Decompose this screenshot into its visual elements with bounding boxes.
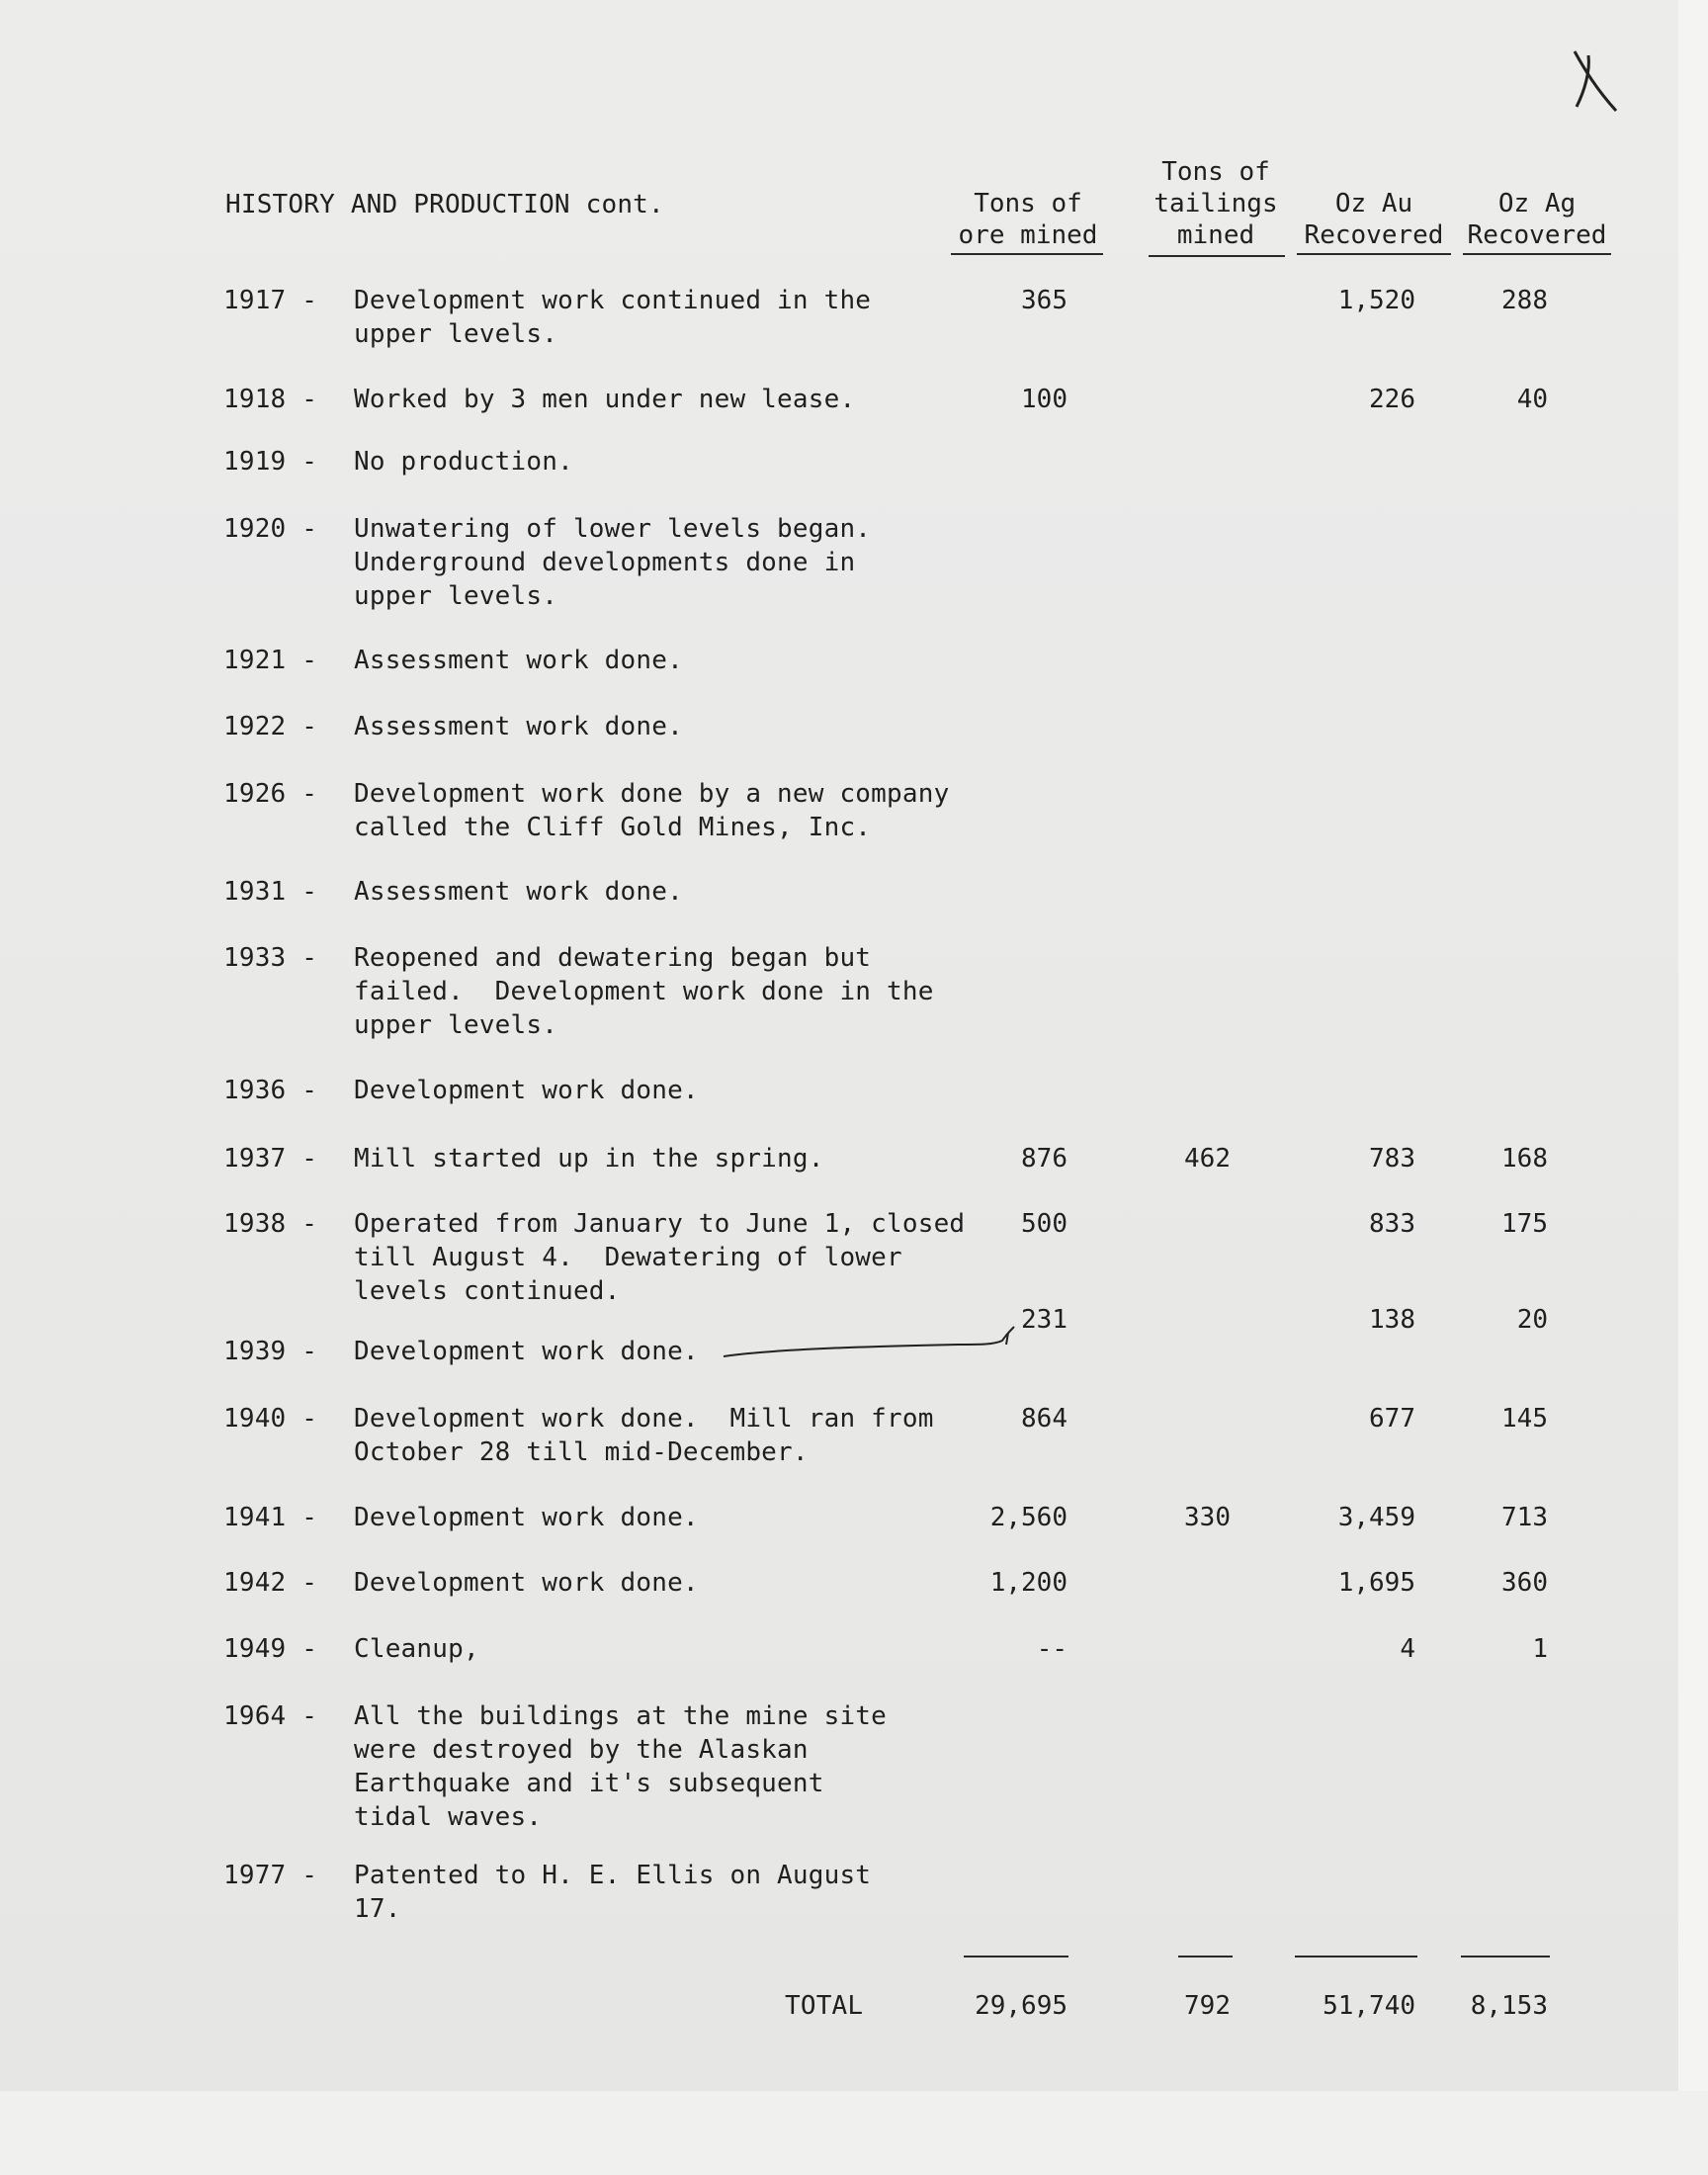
- row-description: Development work done.: [354, 1503, 699, 1532]
- row-ag: 20: [1516, 1305, 1548, 1335]
- row-year: 1941 -: [223, 1503, 318, 1532]
- header-tailings-underline: [1149, 255, 1285, 257]
- row-year: 1922 -: [223, 712, 318, 741]
- header-tailings-line3: mined: [1176, 220, 1255, 250]
- row-au: 1,520: [1337, 286, 1415, 315]
- row-ag: 168: [1501, 1144, 1548, 1174]
- header-au-line3: Recovered: [1304, 220, 1444, 250]
- row-description: Mill started up in the spring.: [354, 1144, 824, 1174]
- row-description: Assessment work done.: [354, 877, 683, 907]
- row-description: Development work done by a new company called the Cliff Gold Mines, Inc.: [354, 779, 950, 842]
- row-ore: 1,200: [989, 1568, 1068, 1598]
- row-year: 1917 -: [223, 286, 318, 315]
- total-au: 51,740: [1323, 1991, 1415, 2021]
- header-ore-underline: [951, 253, 1103, 255]
- row-au: 3,459: [1337, 1503, 1415, 1532]
- row-au: 783: [1369, 1144, 1415, 1174]
- row-year: 1942 -: [223, 1568, 318, 1598]
- row-description: Development work done. Mill ran from October 28 till mid-December.: [354, 1404, 934, 1467]
- row-ore: 231: [1021, 1305, 1068, 1335]
- row-ore: 864: [1021, 1404, 1068, 1434]
- row-year: 1937 -: [223, 1144, 318, 1174]
- row-au: 1,695: [1337, 1568, 1415, 1598]
- header-ore-line2: Tons of: [974, 189, 1082, 218]
- row-ag: 288: [1501, 286, 1548, 315]
- header-au-line2: Oz Au: [1334, 189, 1413, 218]
- handwritten-leader-line: [722, 1323, 1018, 1362]
- row-au: 833: [1369, 1209, 1415, 1239]
- row-ore: --: [1036, 1634, 1068, 1664]
- scan-edge-bottom: [0, 2091, 1708, 2175]
- row-description: Worked by 3 men under new lease.: [354, 385, 856, 414]
- row-description: Assessment work done.: [354, 646, 683, 675]
- header-ag-line2: Oz Ag: [1497, 189, 1577, 218]
- scan-edge-right: [1678, 0, 1708, 2175]
- row-description: Development work done.: [354, 1337, 699, 1366]
- row-au: 226: [1369, 385, 1415, 414]
- header-tailings-line1: Tons of: [1161, 157, 1270, 187]
- row-year: 1918 -: [223, 385, 318, 414]
- header-au-underline: [1297, 253, 1451, 255]
- row-ag: 360: [1501, 1568, 1548, 1598]
- row-description: Unwatering of lower levels began. Underground developments done in upper levels.: [354, 514, 872, 611]
- row-description: Development work continued in the upper levels.: [354, 286, 872, 349]
- header-ore-line3: ore mined: [958, 220, 1098, 250]
- row-au: 4: [1400, 1634, 1415, 1664]
- row-ag: 145: [1501, 1404, 1548, 1434]
- row-year: 1921 -: [223, 646, 318, 675]
- row-year: 1926 -: [223, 779, 318, 809]
- total-ag: 8,153: [1470, 1991, 1548, 2021]
- row-description: Operated from January to June 1, closed till August 4. Dewatering of lower levels continued.: [354, 1209, 966, 1306]
- header-ag-line3: Recovered: [1467, 220, 1607, 250]
- row-year: 1940 -: [223, 1404, 318, 1434]
- row-year: 1920 -: [223, 514, 318, 544]
- total-rule-ore: [964, 1956, 1068, 1958]
- total-rule-au: [1295, 1956, 1417, 1958]
- row-description: Cleanup,: [354, 1634, 479, 1664]
- header-ag-underline: [1463, 253, 1611, 255]
- row-tailings: 462: [1184, 1144, 1231, 1174]
- row-ag: 713: [1501, 1503, 1548, 1532]
- header-tailings-line2: tailings: [1153, 189, 1278, 218]
- handwritten-x-mark: [1567, 47, 1626, 117]
- row-year: 1936 -: [223, 1076, 318, 1105]
- row-ore: 876: [1021, 1144, 1068, 1174]
- row-description: No production.: [354, 447, 573, 477]
- row-ag: 1: [1532, 1634, 1548, 1664]
- row-ore: 500: [1021, 1209, 1068, 1239]
- row-year: 1939 -: [223, 1337, 318, 1366]
- row-year: 1933 -: [223, 943, 318, 973]
- section-title: HISTORY AND PRODUCTION cont.: [225, 190, 664, 219]
- row-year: 1949 -: [223, 1634, 318, 1664]
- total-ore: 29,695: [975, 1991, 1068, 2021]
- total-rule-ag: [1461, 1956, 1550, 1958]
- total-tailings: 792: [1184, 1991, 1231, 2021]
- row-description: Patented to H. E. Ellis on August 17.: [354, 1861, 872, 1924]
- row-year: 1931 -: [223, 877, 318, 907]
- row-year: 1977 -: [223, 1861, 318, 1890]
- row-description: Assessment work done.: [354, 712, 683, 741]
- row-au: 138: [1369, 1305, 1415, 1335]
- row-description: All the buildings at the mine site were destroyed by the Alaskan Earthquake and it's subsequent tidal waves.: [354, 1701, 888, 1832]
- row-year: 1919 -: [223, 447, 318, 477]
- row-year: 1938 -: [223, 1209, 318, 1239]
- total-rule-tailings: [1178, 1956, 1233, 1958]
- total-label: TOTAL: [785, 1991, 864, 2021]
- row-ag: 40: [1516, 385, 1548, 414]
- row-description: Development work done.: [354, 1568, 699, 1598]
- row-year: 1964 -: [223, 1701, 318, 1731]
- row-ore: 100: [1021, 385, 1068, 414]
- row-ore: 2,560: [989, 1503, 1068, 1532]
- row-description: Development work done.: [354, 1076, 699, 1105]
- row-ag: 175: [1501, 1209, 1548, 1239]
- row-tailings: 330: [1184, 1503, 1231, 1532]
- row-ore: 365: [1021, 286, 1068, 315]
- row-au: 677: [1369, 1404, 1415, 1434]
- row-description: Reopened and dewatering began but failed. Development work done in the upper levels.: [354, 943, 934, 1040]
